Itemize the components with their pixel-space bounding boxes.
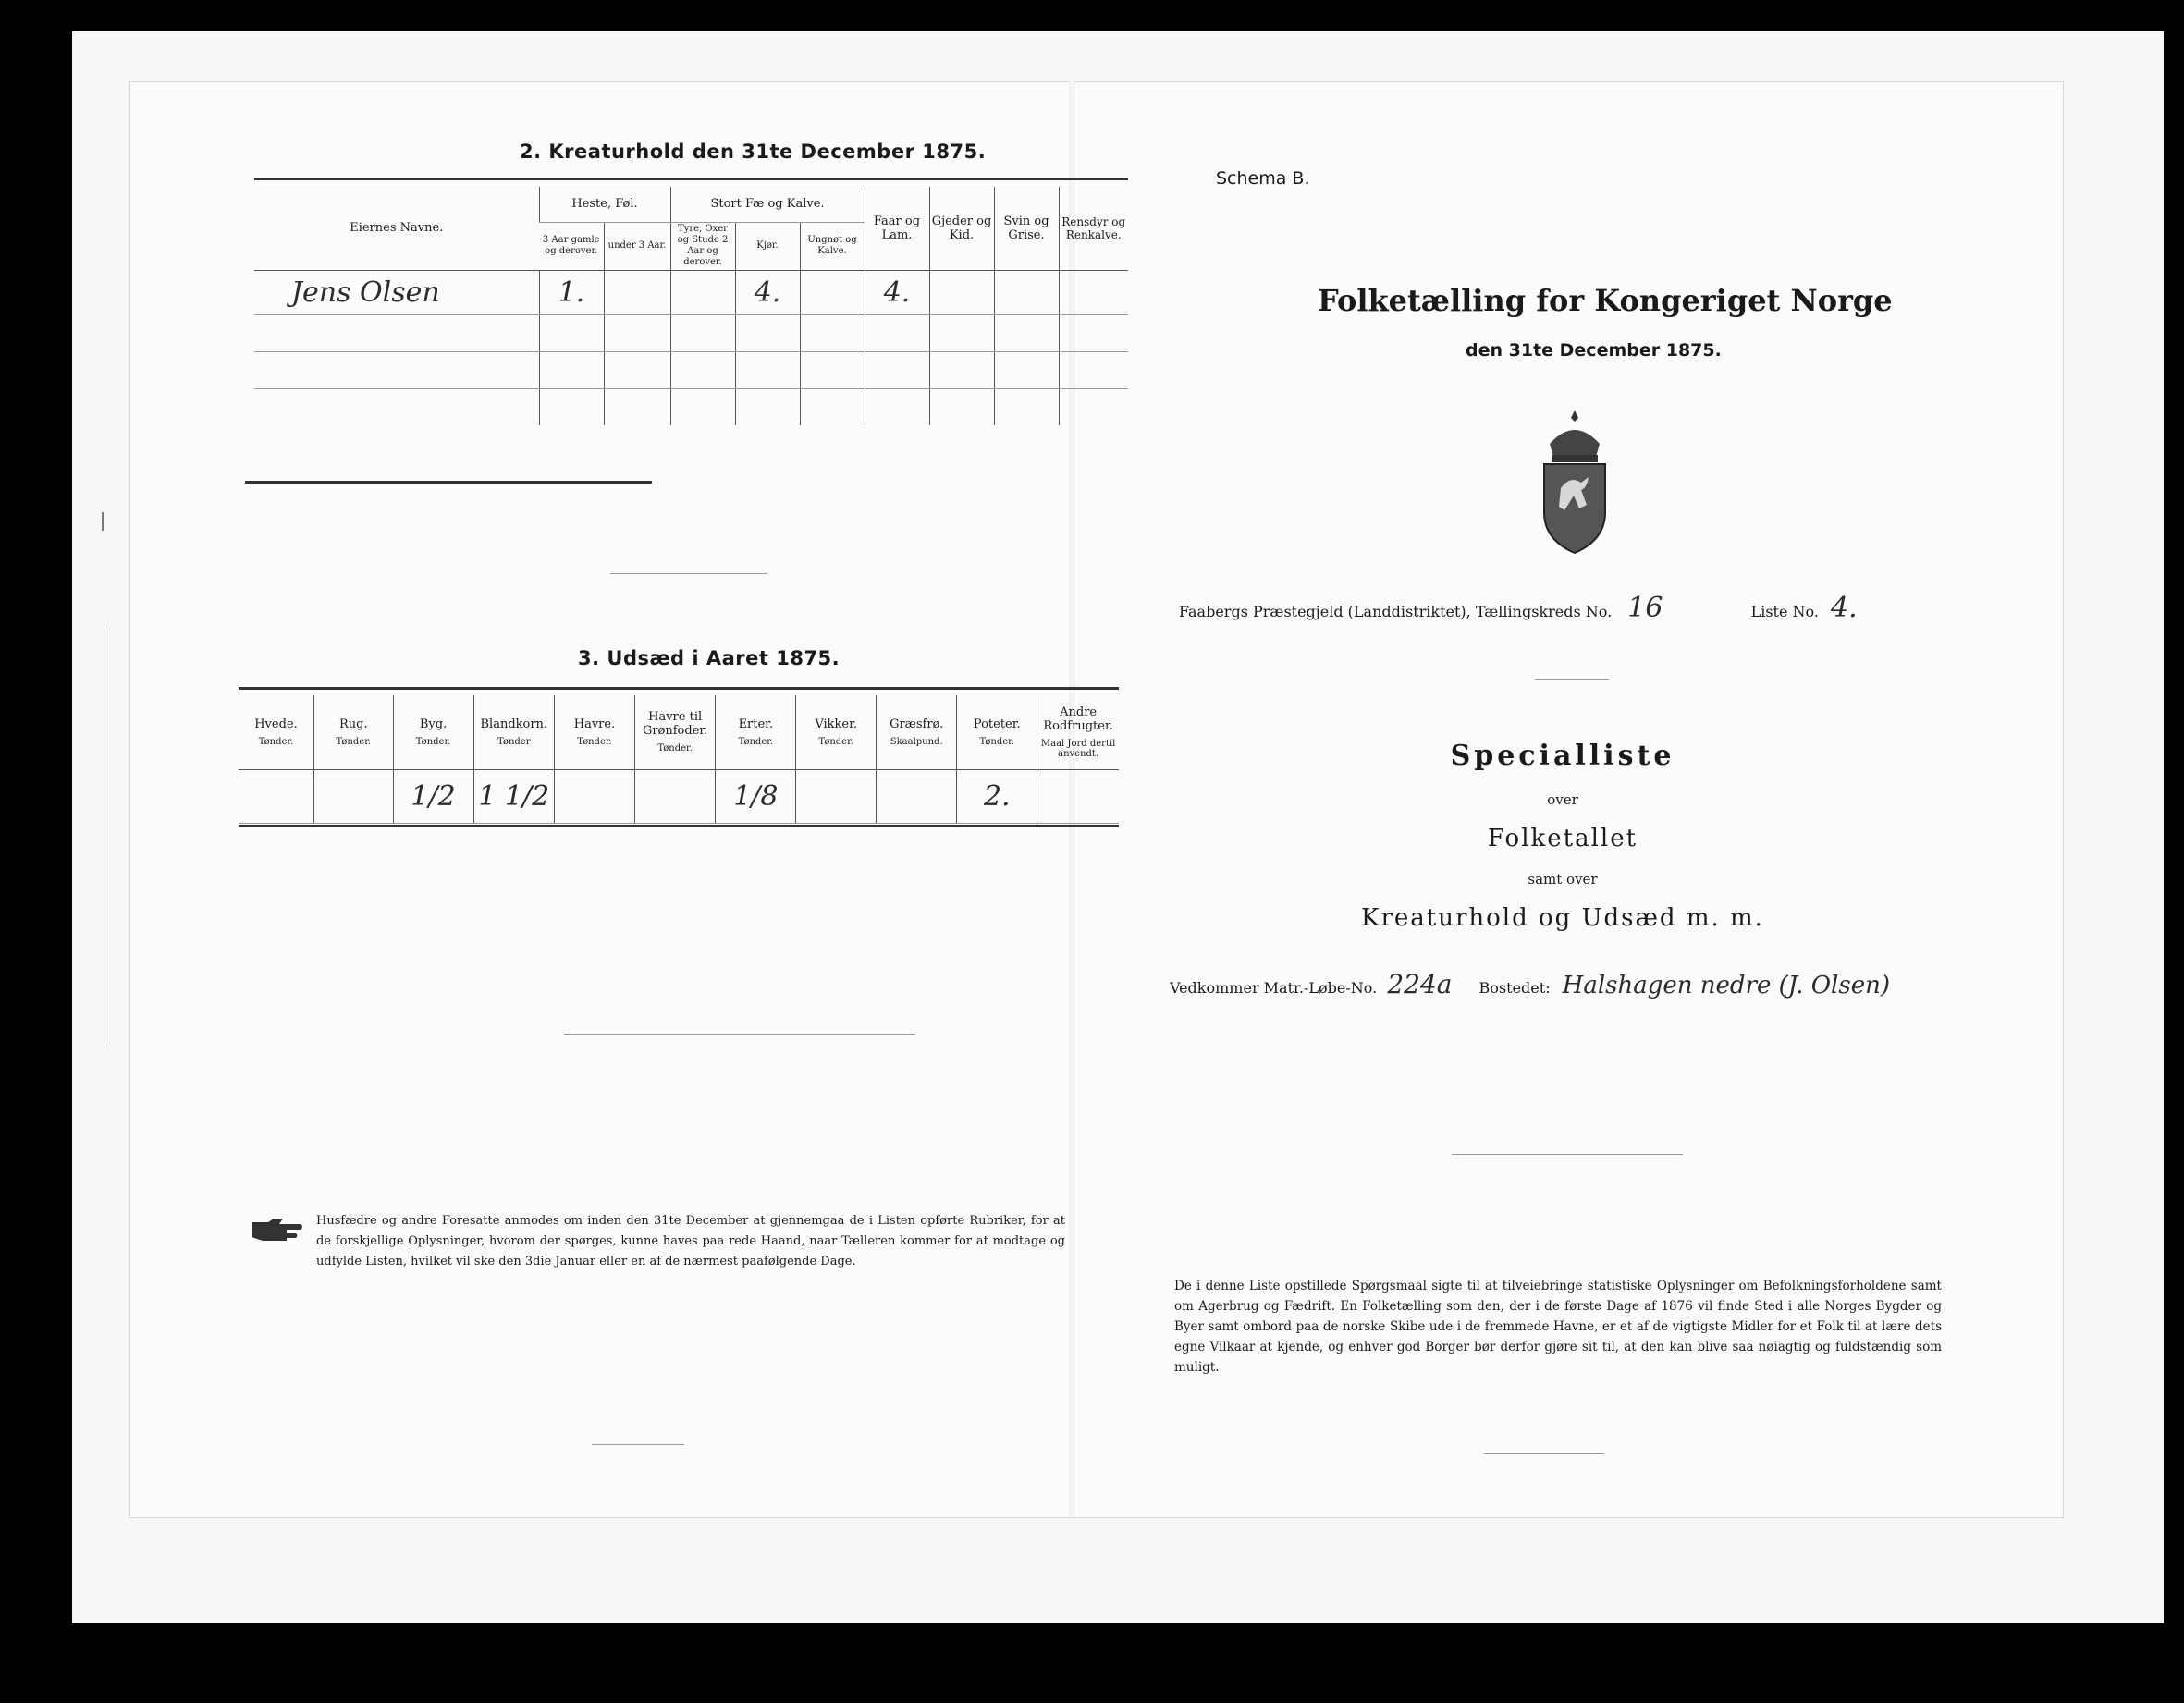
sowing-col-unit: Maal Jord dertil anvendt. [1040, 738, 1116, 759]
heste-header: Heste, Føl. [539, 187, 670, 222]
pointing-hand-icon [250, 1217, 307, 1246]
coat-of-arms-icon [1533, 407, 1616, 558]
sowing-col-7 [796, 695, 877, 769]
svin-header: Svin og Grise. [994, 187, 1059, 270]
sowing-top-rule [239, 687, 1119, 690]
sowing-value-8 [877, 769, 957, 823]
sowing-value-3: 1 1/2 [473, 769, 555, 823]
sowing-value-5 [634, 769, 716, 823]
kreaturhold-text: Kreaturhold og Udsæd m. m. [1361, 904, 1764, 932]
table-top-rule [254, 178, 1128, 180]
section3-title: 3. Udsæd i Aaret 1875. [578, 647, 840, 669]
table-bottom-rule [245, 481, 652, 484]
faar-value: 4. [865, 270, 929, 314]
sowing-col-unit: Tønder. [738, 736, 774, 747]
matr-label: Vedkommer Matr.-Løbe-No. [1170, 979, 1378, 997]
owner-header: Eiernes Navne. [254, 187, 539, 270]
tyre-header: Tyre, Oxer og Stude 2 Aar og derover. [670, 222, 735, 270]
sowing-col-5 [634, 695, 716, 769]
sowing-col-name: Byg. [419, 717, 448, 731]
stort-fae-header: Stort Fæ og Kalve. [670, 187, 865, 222]
owner-name: Jens Olsen [254, 270, 539, 314]
census-date: den 31te December 1875. [1466, 340, 1722, 361]
sowing-col-name: Hvede. [254, 717, 298, 731]
sowing-col-name: Blandkorn. [480, 717, 548, 731]
sowing-value-7 [796, 769, 877, 823]
sowing-bottom-rule [239, 825, 1119, 827]
sowing-col-unit: Skaalpund. [890, 736, 943, 747]
right-page [1077, 92, 2048, 1479]
district-label: Faabergs Præstegjeld (Landdistriktet), Tællingskreds No. [1179, 603, 1613, 620]
liste-number: 4. [1831, 592, 1858, 624]
margin-mark [102, 512, 104, 531]
sowing-value-4 [555, 769, 635, 823]
folketallet-text: Folketallet [1487, 825, 1638, 852]
divider-2 [564, 1034, 915, 1035]
sowing-col-unit: Tønder. [818, 736, 853, 747]
right-divider-3 [1484, 1453, 1604, 1454]
sowing-col-name: Erter. [738, 717, 774, 731]
liste-label: Liste No. [1750, 603, 1819, 620]
sowing-col-name: Poteter. [973, 717, 1021, 731]
sowing-col-9 [957, 695, 1037, 769]
right-divider [1535, 679, 1609, 680]
sowing-value-0 [239, 769, 313, 823]
sowing-col-3 [473, 695, 555, 769]
matr-line [1170, 969, 1890, 999]
sowing-col-name: Havre. [573, 717, 616, 731]
sowing-col-name: Havre til Grønfoder. [642, 710, 708, 739]
district-line [1179, 592, 1858, 624]
census-title: Folketælling for Kongeriget Norge [1318, 283, 1893, 318]
ungnot-header: Ungnøt og Kalve. [800, 222, 865, 270]
matr-number: 224a [1387, 969, 1453, 999]
faar-header: Faar og Lam. [865, 187, 929, 270]
sowing-value-2: 1/2 [393, 769, 473, 823]
sowing-col-0 [239, 695, 313, 769]
specialliste-heading: Specialliste [1450, 740, 1675, 772]
left-page [157, 92, 1126, 1479]
rensdyr-header: Rensdyr og Renkalve. [1059, 187, 1128, 270]
livestock-table [254, 187, 1128, 425]
heste-3aar-value: 1. [539, 270, 604, 314]
right-divider-2 [1452, 1154, 1683, 1155]
sowing-col-unit: Tønder. [657, 743, 693, 754]
sowing-col-name: Græsfrø. [890, 717, 944, 731]
bosted-label: Bostedet: [1478, 979, 1551, 997]
sowing-value-9: 2. [957, 769, 1037, 823]
kjor-header: Kjør. [735, 222, 800, 270]
sowing-col-name: Vikker. [815, 717, 858, 731]
samt-over-text: samt over [1528, 871, 1598, 888]
sowing-col-unit: Tønder [497, 736, 531, 747]
heste-under3-header: under 3 Aar. [604, 222, 670, 270]
sowing-table [239, 695, 1119, 824]
sowing-value-6: 1/8 [716, 769, 796, 823]
sowing-col-8 [877, 695, 957, 769]
gjeder-header: Gjeder og Kid. [929, 187, 994, 270]
sowing-col-unit: Tønder. [979, 736, 1015, 747]
divider-3 [592, 1444, 684, 1445]
schema-label: Schema B. [1216, 168, 1310, 189]
sowing-col-name: Rug. [338, 717, 368, 731]
divider [610, 573, 767, 574]
district-number: 16 [1627, 592, 1663, 624]
heste-3aar-header: 3 Aar gamle og derover. [539, 222, 604, 270]
left-notice: Husfædre og andre Foresatte anmodes om inden den 31te December at gjennemgaa de i Listen opførte Rubriker, for at de forskjellige Oplysninger, hvorom der spørges, kunne haves paa rede Haand, naar Tælleren kommer for at modtage og udfylde Listen, hvilket vil ske den 3die Januar eller en af de nærmest paafølgende Dage. [316, 1214, 1065, 1268]
sowing-col-name: Andre Rodfrugter. [1043, 704, 1113, 733]
sowing-col-unit: Tønder. [336, 736, 372, 747]
sowing-value-1 [313, 769, 393, 823]
sowing-col-unit: Tønder. [258, 736, 294, 747]
sowing-col-6 [716, 695, 796, 769]
kjor-value: 4. [735, 270, 800, 314]
right-notice: De i denne Liste opstillede Spørgsmaal sigte til at tilveiebringe statistiske Oplysninger om Befolkningsforholdene samt om Agerbrug og Fædrift. En Folketælling som den, der i de første Dage af 1876 vil finde Sted i alle Norges Bygder og Byer samt ombord paa de norske Skibe ude i de fremmede Havne, er et af de vigtigste Midler for et Folk til at lære dets egne Vilkaar at kjende, og enhver god Borger bør derfor gjøre sit til, at den kan blive saa nøiagtig og fuldstændig som muligt. [1174, 1279, 1942, 1375]
bosted-value: Halshagen nedre (J. Olsen) [1562, 972, 1890, 999]
sowing-col-1 [313, 695, 393, 769]
sowing-col-unit: Tønder. [577, 736, 612, 747]
sowing-col-unit: Tønder. [415, 736, 451, 747]
sowing-col-4 [555, 695, 635, 769]
sowing-col-2 [393, 695, 473, 769]
over-text: over [1547, 791, 1578, 808]
section2-title: 2. Kreaturhold den 31te December 1875. [520, 141, 987, 163]
